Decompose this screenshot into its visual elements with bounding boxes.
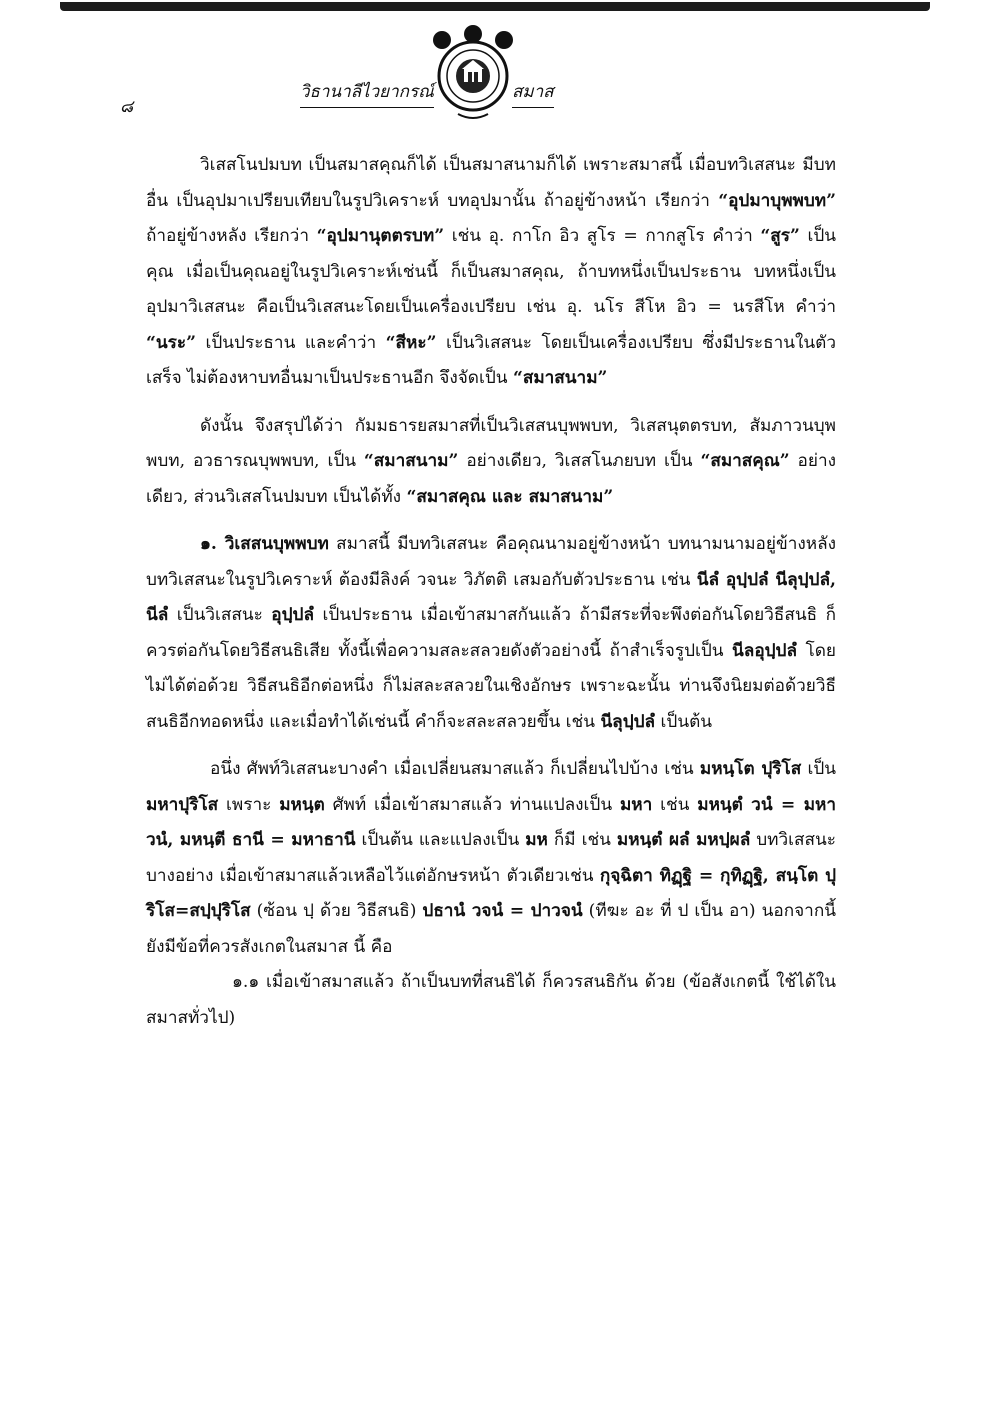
emphasized-term: นีลํ อุปฺปลํ นีลุปฺปลํ, นีลํ <box>146 569 836 625</box>
emphasized-term: นีลอุปฺปลํ <box>732 640 798 661</box>
text-run: โดยไม่ได้ต่อด้วย วิธีสนธิอีกต่อหนึ่ง ก็ไม่สละสลวยในเชิงอักษร เพราะฉะนั้น ท่านจึงนิยมต่อด้วยวิธีสนธิอีกทอดหนึ่ง และเมื่อทำได้เช่นนี้ คำก็จะสละสลวยขึ้น เช่น <box>146 640 836 732</box>
text-run: ดังนั้น จึงสรุปได้ว่า กัมมธารยสมาสที่เป็นวิเสสนบุพพบท, วิเสสนุตตรบท, สัมภาวนบุพพบท, อวธารณบุพพบท, เป็น <box>146 415 836 471</box>
emphasized-term: “สมาสคุณ และ สมาสนาม” <box>406 486 614 507</box>
text-run: ๑.๑ เมื่อเข้าสมาสแล้ว ถ้าเป็นบทที่สนธิได้ ก็ควรสนธิกัน ด้วย (ข้อสังเกตนี้ ใช้ได้ในสมาสทั่วไป) <box>146 972 836 1028</box>
text-run: วิเสสโนปมบท เป็นสมาสคุณก็ได้ เป็นสมาสนามก็ได้ เพราะสมาสนี้ เมื่อบทวิเสสนะ มีบทอื่น เป็นอุปมาเปรียบเทียบในรูปวิเคราะห์ บทอุปมานั้น ถ้าอยู่ข้างหน้า เรียกว่า <box>146 155 836 211</box>
institution-emblem-logo <box>428 24 518 124</box>
chapter-title: สมาส <box>512 78 554 108</box>
emphasized-term: “สีหะ” <box>385 332 437 353</box>
emphasized-term: “สมาสคุณ” <box>700 451 790 471</box>
text-run: สมาสนี้ มีบทวิเสสนะ คือคุณนามอยู่ข้างหน้า บทนามนามอยู่ข้างหลัง บทวิเสสนะในรูปวิเคราะห์ ต้องมีลิงค์ วจนะ วิภัตติ เสมอกับตัวประธาน เช่น <box>146 534 836 590</box>
text-run: เป็นต้น <box>655 711 712 732</box>
emphasized-term: “นระ” <box>146 332 196 353</box>
emphasized-term: มหนฺโต ปุริโส <box>699 759 802 779</box>
emphasized-term: อุปฺปลํ <box>271 605 314 625</box>
text-run: เป็นประธาน และคำว่า <box>196 332 386 353</box>
text-run: เป็นวิเสสนะ โดยเป็นเครื่องเปรียบ ซึ่งมีประธานในตัวเสร็จ ไม่ต้องหาบทอื่นมาเป็นประธานอีก จึงจัดเป็น <box>146 332 836 388</box>
emphasized-term: มหนฺตํ ผลํ มหปฺผลํ <box>616 830 751 850</box>
emphasized-term: “สมาสนาม” <box>512 368 608 388</box>
emphasized-term: กุจฺฉิตา ทิฏฺฐิ = กุทิฏฺฐิ, สนฺโต ปุริโส=สปฺปุริโส <box>146 865 836 921</box>
emphasized-term: “อุปมานุตตรบท” <box>316 226 445 246</box>
text-run: ก็มี เช่น <box>547 830 617 850</box>
text-run: เป็นคุณ เมื่อเป็นคุณอยู่ในรูปวิเคราะห์เช่นนี้ ก็เป็นสมาสคุณ, ถ้าบทหนึ่งเป็นประธาน บทหนึ่งเป็นอุปมาวิเสสนะ คือเป็นวิเสสนะโดยเป็นเครื่องเปรียบ เช่น อุ. นโร สีโห อิว = นรสีโห คำว่า <box>146 226 837 317</box>
text-run: เป็นวิเสสนะ <box>168 605 272 625</box>
emphasized-term: มหนฺต <box>279 794 325 815</box>
text-run: (ซ้อน ปฺ ด้วย วิธีสนธิ) <box>250 901 423 921</box>
emphasized-term: “สูร” <box>760 226 800 246</box>
text-run: ศัพท์ เมื่อเข้าสมาสแล้ว ท่านแปลงเป็น <box>324 794 620 815</box>
paragraph-note-1-1 <box>146 965 836 1036</box>
emphasized-term: นีลุปฺปลํ <box>600 711 656 732</box>
text-run: บทวิเสสนะบางอย่าง เมื่อเข้าสมาสแล้วเหลือไว้แต่อักษรหน้า ตัวเดียวเช่น <box>146 830 836 886</box>
paragraph-visesanopama <box>146 148 836 397</box>
document-body <box>146 148 836 1036</box>
emphasized-term: มหาปุริโส <box>146 794 219 815</box>
paragraph-changing-adjectives <box>146 752 836 965</box>
text-run: ถ้าอยู่ข้างหลัง เรียกว่า <box>146 226 317 246</box>
emphasized-term: ปธานํ วจนํ = ปาวจนํ <box>422 901 583 921</box>
text-run: เพราะ <box>218 794 280 815</box>
emphasized-term: มหา <box>619 794 653 815</box>
page-number: ๘ <box>120 97 134 117</box>
text-run: อย่างเดียว, วิเสสโนภยบท เป็น <box>458 451 701 471</box>
text-run: อย่างเดียว, ส่วนวิเสสโนปมบท เป็นได้ทั้ง <box>146 451 836 507</box>
page-top-border <box>60 2 930 11</box>
text-run: เป็นประธาน เมื่อเข้าสมาสกันแล้ว ถ้ามีสระที่จะพึงต่อกันโดยวิธีสนธิ ก็ควรต่อกันโดยวิธีสนธิเสีย ทั้งนี้เพื่อความสละสลวยดังตัวอย่างนี้ ถ้าสำเร็จรูปเป็น <box>146 605 836 661</box>
text-run: อนึ่ง ศัพท์วิเสสนะบางคำ เมื่อเปลี่ยนสมาสแล้ว ก็เปลี่ยนไปบ้าง เช่น <box>210 759 700 779</box>
text-run: เช่น <box>652 794 698 815</box>
text-run: เช่น อุ. กาโก อิว สูโร = กากสูโร คำว่า <box>444 226 761 246</box>
text-run: เป็น <box>801 759 837 779</box>
paragraph-summary <box>146 409 836 516</box>
emphasized-term: “สมาสนาม” <box>363 451 459 471</box>
emphasized-term: “อุปมาบุพพบท” <box>718 190 836 211</box>
text-run: (ทีฆะ อะ ที่ ป เป็น อา) นอกจากนี้ยังมีข้อที่ควรสังเกตในสมาส นี้ คือ <box>146 901 836 957</box>
paragraph-visesana-pubbapada <box>146 527 836 740</box>
book-title: วิธานาลีไวยากรณ์ <box>300 78 434 108</box>
text-run: เป็นต้น และแปลงเป็น <box>355 830 526 850</box>
emphasized-term: มห <box>525 830 548 850</box>
emphasized-term: ๑. วิเสสนบุพพบท <box>200 534 329 554</box>
emphasized-term: มหนฺตํ วนํ = มหาวนํ, มหนฺตี ธานี = มหาธานี <box>146 794 837 850</box>
